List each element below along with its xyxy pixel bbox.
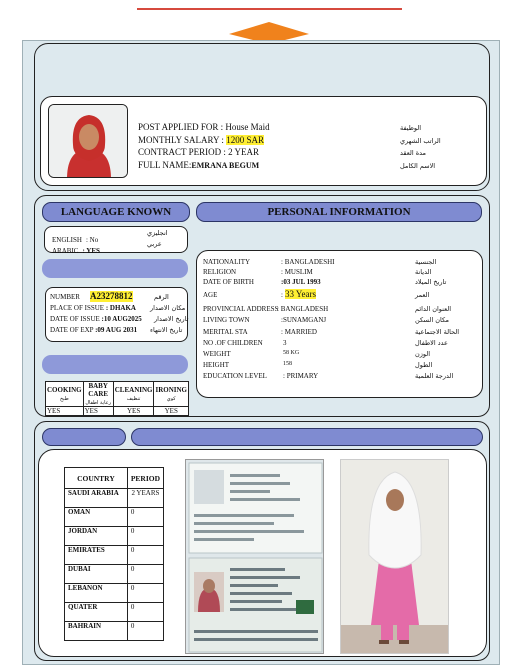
date-of-exp-ar: تاريخ الانتهاء: [150, 326, 183, 334]
experience-row: [65, 565, 164, 584]
experience-row: [65, 489, 164, 508]
skill-header: BABY CARE: [88, 382, 109, 398]
experience-country: JORDAN: [65, 527, 128, 546]
language-value: : YES: [82, 247, 100, 255]
language-title: LANGUAGE KNOWN: [42, 202, 190, 222]
experience-table: [64, 467, 164, 641]
personal-info-title: PERSONAL INFORMATION: [196, 202, 482, 222]
personal-label: MERITAL STA: [203, 328, 248, 336]
personal-label: RELIGION: [203, 268, 237, 276]
skills-table: [45, 381, 189, 416]
salary-label: MONTHLY SALARY :: [138, 134, 224, 145]
experience-country: DUBAI: [65, 565, 128, 584]
date-of-issue-value: :10 AUG2025: [101, 315, 142, 323]
personal-row: [203, 268, 478, 278]
ar-name-label: الاسم الكامل: [400, 161, 436, 170]
passport-number-ar: الرقم: [154, 293, 169, 301]
personal-ar: الديانة: [415, 268, 432, 276]
passport-scan-image: [185, 459, 324, 654]
passport-rows: [50, 291, 189, 336]
experience-row: [65, 584, 164, 603]
experience-period: 0: [127, 546, 163, 565]
personal-value: : MUSLIM: [281, 268, 313, 276]
experience-header: COUNTRY: [65, 468, 128, 489]
personal-ar: مكان السكن: [415, 316, 450, 324]
personal-label: EDUCATION LEVEL: [203, 372, 267, 380]
skill-header-ar: رعاية اطفال: [85, 400, 111, 406]
salary-value: 1200 SAR: [226, 134, 264, 145]
experience-country: SAUDI ARABIA: [65, 489, 128, 508]
personal-value: : MARRIED: [281, 328, 317, 336]
personal-ar: الحالة الاجتماعية: [415, 328, 460, 336]
experience-row: [65, 527, 164, 546]
experience-period: 0: [127, 508, 163, 527]
experience-period: 0: [127, 565, 163, 584]
personal-value: 58 KG: [283, 350, 300, 356]
age-value: 33 Years: [285, 289, 317, 299]
personal-row: [203, 305, 478, 316]
date-of-issue-ar: تاريخ الاصدار: [154, 315, 189, 323]
language-label: ARABIC: [52, 247, 79, 255]
personal-value: : BANGLADESHI: [281, 258, 335, 266]
experience-header-bar-left: [42, 428, 126, 446]
personal-label: NO .OF CHILDREN: [203, 339, 263, 347]
experience-period: 0: [127, 603, 163, 622]
post-info: [138, 121, 270, 172]
language-ar: انجليزي: [147, 229, 168, 237]
personal-value: : BANGLADESH: [277, 305, 329, 313]
place-of-issue-value: : DHAKA: [105, 304, 136, 312]
experience-country: OMAN: [65, 508, 128, 527]
personal-value: : PRIMARY: [283, 372, 319, 380]
skill-value: YES: [83, 407, 113, 416]
personal-ar: تاريخ الميلاد: [415, 278, 447, 286]
language-value: : No: [85, 236, 99, 244]
experience-country: EMIRATES: [65, 546, 128, 565]
skills-value-row: [46, 407, 189, 416]
personal-value: :SUNAMGANJ: [281, 316, 327, 324]
experience-country: BAHRAIN: [65, 622, 128, 641]
experience-header-bar-right: [131, 428, 483, 446]
full-name-value: EMRANA BEGUM: [191, 160, 260, 170]
post-applied-value: : House Maid: [220, 122, 270, 132]
personal-ar: الطول: [415, 361, 433, 369]
personal-label: WEIGHT: [203, 350, 231, 358]
personal-row: [203, 291, 478, 305]
post-arabic-labels: [400, 122, 441, 172]
experience-country: QUATER: [65, 603, 128, 622]
experience-row: [65, 603, 164, 622]
language-ar: عربي: [147, 240, 162, 248]
contract-label: CONTRACT PERIOD: [138, 147, 222, 157]
personal-ar: الدرجة العلمية: [415, 372, 454, 380]
personal-row: [203, 278, 478, 291]
skill-value: YES: [113, 407, 154, 416]
personal-ar: العمر: [415, 291, 430, 299]
full-name-label: FULL NAME:: [138, 159, 192, 170]
experience-row: [65, 508, 164, 527]
passport-number-label: NUMBER: [50, 293, 80, 301]
experience-country: LEBANON: [65, 584, 128, 603]
personal-ar: الوزن: [415, 350, 431, 358]
personal-row: [203, 339, 478, 350]
skills-header-row: [46, 382, 189, 407]
skill-header: IRONING: [155, 386, 187, 394]
experience-period: 0: [127, 527, 163, 546]
personal-label: AGE: [203, 291, 218, 299]
personal-label: LIVING TOWN: [203, 316, 250, 324]
personal-info-rows: [203, 258, 478, 383]
personal-row: [203, 361, 478, 372]
language-row: [52, 240, 182, 255]
personal-row: [203, 350, 478, 361]
skill-header: COOKING: [47, 386, 82, 394]
skill-header-ar: طبخ: [59, 396, 69, 402]
experience-period: 0: [127, 584, 163, 603]
full-length-photo: [340, 459, 449, 654]
skill-value: YES: [154, 407, 189, 416]
personal-row: [203, 258, 478, 268]
skill-header-ar: تنظيف: [126, 396, 141, 402]
post-applied-label: POST APPLIED FOR: [138, 122, 219, 132]
date-of-issue-label: DATE OF ISSUE: [50, 315, 100, 323]
personal-row: [203, 372, 478, 383]
contract-value: : 2 YEAR: [223, 147, 260, 157]
personal-label: PROVINCIAL ADDRESS: [203, 305, 279, 313]
personal-label: DATE OF BIRTH: [203, 278, 254, 286]
passport-header-bar: [42, 259, 188, 278]
experience-header: PERIOD: [127, 468, 163, 489]
personal-row: [203, 316, 478, 328]
skill-header: CLEANING: [114, 386, 153, 394]
personal-ar: عدد الاطفال: [415, 339, 448, 347]
language-rows: [52, 229, 182, 255]
personal-label: HEIGHT: [203, 361, 230, 369]
ar-salary-label: الراتب الشهري: [400, 136, 441, 145]
place-of-issue-label: PLACE OF ISSUE: [50, 304, 105, 312]
personal-value: :03 JUL 1993: [281, 278, 321, 286]
skills-header-bar: [42, 355, 188, 374]
experience-period: 2 YEARS: [127, 489, 163, 508]
personal-value: 158: [283, 361, 292, 367]
experience-row: [65, 622, 164, 641]
date-of-exp-value: :09 AUG 2031: [95, 326, 138, 334]
experience-period: 0: [127, 622, 163, 641]
date-of-exp-label: DATE OF EXP: [50, 326, 94, 334]
passport-number-value: A23278812: [90, 291, 133, 301]
experience-header-row: [65, 468, 164, 489]
ar-post-label: الوظيفة: [400, 124, 422, 132]
place-of-issue-ar: مكان الاصدار: [150, 304, 186, 312]
personal-value: :: [281, 291, 283, 299]
language-label: ENGLISH: [52, 236, 82, 244]
personal-ar: الجنسية: [415, 258, 437, 266]
skill-header-ar: كوي: [166, 396, 176, 402]
candidate-photo: [48, 104, 128, 178]
personal-ar: العنوان الدائم: [415, 305, 452, 313]
ar-contract-label: مدة العقد: [400, 149, 426, 157]
skill-value: YES: [46, 407, 84, 416]
experience-row: [65, 546, 164, 565]
personal-row: [203, 328, 478, 339]
personal-value: 3: [283, 339, 287, 347]
personal-label: NATIONALITY: [203, 258, 251, 266]
